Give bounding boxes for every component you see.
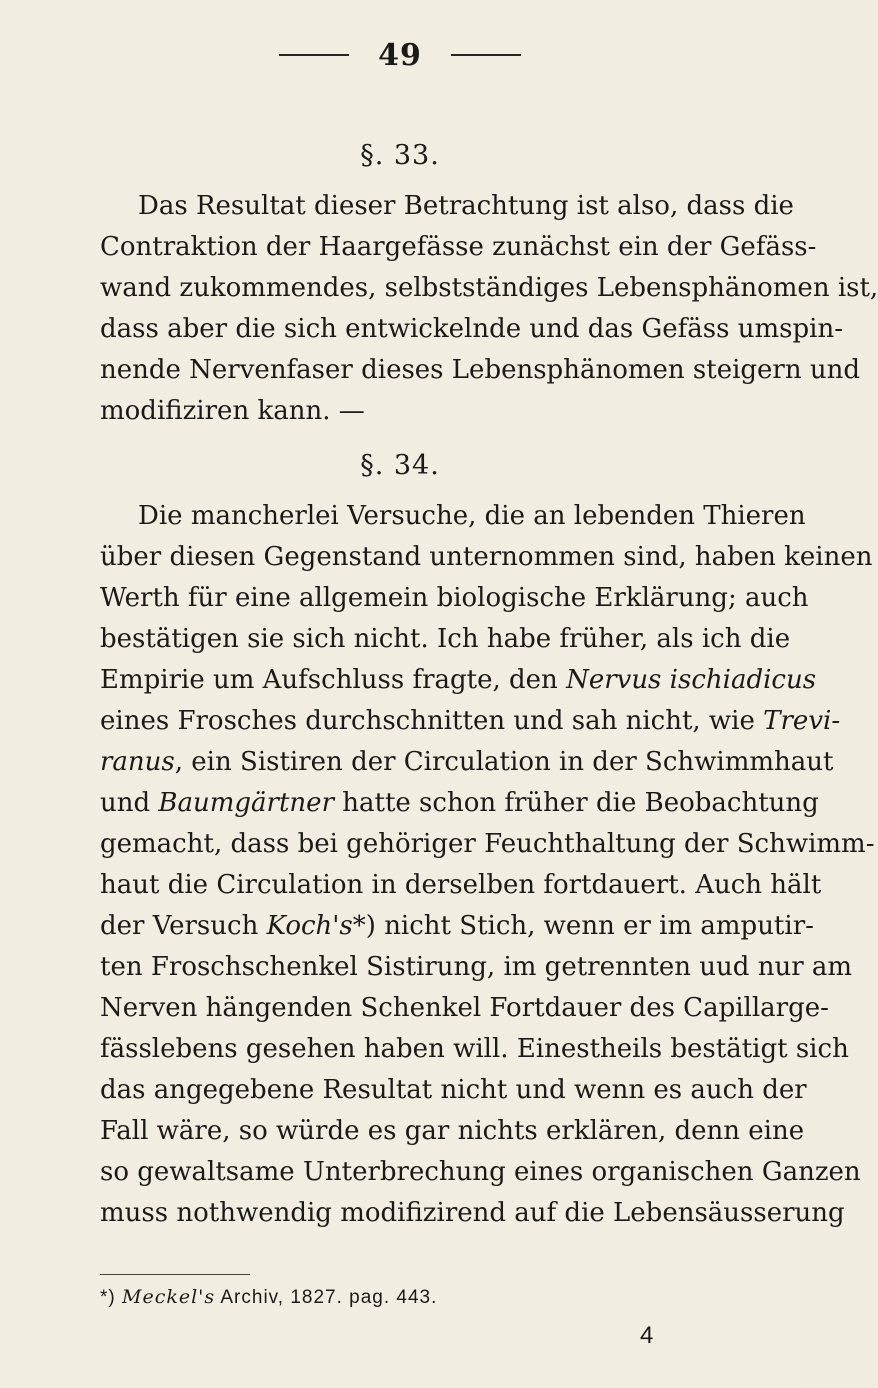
italic-name: ranus: [100, 747, 175, 777]
section-33-heading: §. 33.: [360, 140, 440, 171]
page-number: 49: [378, 37, 422, 73]
text-run: und: [100, 788, 159, 818]
footnote-text: Archiv, 1827. pag. 443.: [215, 1287, 438, 1308]
section-34-paragraph: [100, 496, 875, 1234]
paragraph-line: muss nothwendig modifizirend auf die Lebensäusserung: [100, 1198, 845, 1228]
italic-name: Trevi-: [763, 706, 841, 736]
text-run: der Versuch: [100, 911, 267, 941]
paragraph-line: [100, 783, 819, 824]
paragraph-line: [100, 742, 834, 783]
italic-name: Koch's: [266, 911, 353, 941]
paragraph-line: Nerven hängenden Schenkel Fortdauer des Capillarge-: [100, 993, 829, 1023]
paragraph-line: gemacht, dass bei gehöriger Feuchthaltung der Schwimm-: [100, 829, 875, 859]
footnote-divider: [100, 1274, 250, 1275]
paragraph-line: bestätigen sie sich nicht. Ich habe früher, als ich die: [100, 624, 791, 654]
paragraph-line: nende Nervenfaser dieses Lebensphänomen steigern und: [100, 355, 860, 385]
paragraph-line: dass aber die sich entwickelnde und das Gefäss umspin-: [100, 314, 843, 344]
paragraph-line: Werth für eine allgemein biologische Erklärung; auch: [100, 583, 809, 613]
header-rule-left: [279, 54, 349, 56]
paragraph-line: [100, 701, 841, 742]
italic-term: Nervus ischiadicus: [566, 665, 817, 695]
paragraph-line: Fall wäre, so würde es gar nichts erklären, denn eine: [100, 1116, 805, 1146]
text-run: Empirie um Aufschluss fragte, den: [100, 665, 567, 695]
paragraph-line: [100, 660, 817, 701]
text-run: , ein Sistiren der Circulation in der Schwimmhaut: [174, 747, 834, 777]
paragraph-line: so gewaltsame Unterbrechung eines organischen Ganzen: [100, 1157, 861, 1187]
printer-signature: 4: [640, 1322, 654, 1349]
paragraph-line: wand zukommendes, selbstständiges Lebensphänomen ist,: [100, 273, 878, 303]
paragraph-line: Contraktion der Haargefässe zunächst ein der Gefäss-: [100, 232, 817, 262]
paragraph-line: ten Froschschenkel Sistirung, im getrennten uud nur am: [100, 952, 853, 982]
text-run: eines Frosches durchschnitten und sah nicht, wie: [100, 706, 764, 736]
paragraph-line: [100, 906, 814, 947]
footnote: [100, 1286, 437, 1309]
footnote-author: Meckel's: [122, 1286, 216, 1308]
paragraph-line: das angegebene Resultat nicht und wenn es auch der: [100, 1075, 807, 1105]
italic-name: Baumgärtner: [158, 788, 334, 818]
section-34-heading: §. 34.: [360, 450, 440, 481]
paragraph-line: über diesen Gegenstand unternommen sind, haben keinen: [100, 542, 873, 572]
paragraph-line: Das Resultat dieser Betrachtung ist also, dass die: [138, 191, 794, 221]
footnote-marker: *): [100, 1287, 122, 1308]
header-rule-right: [451, 54, 521, 56]
paragraph-line: fässlebens gesehen haben will. Einestheils bestätigt sich: [100, 1034, 849, 1064]
text-run: hatte schon früher die Beobachtung: [334, 788, 819, 818]
text-run: *) nicht Stich, wenn er im amputir-: [352, 911, 814, 941]
paragraph-line: modifiziren kann. —: [100, 396, 365, 426]
paragraph-line: haut die Circulation in derselben fortdauert. Auch hält: [100, 870, 822, 900]
page-header: [0, 36, 800, 73]
paragraph-line: Die mancherlei Versuche, die an lebenden Thieren: [138, 501, 806, 531]
section-33-paragraph: [100, 186, 878, 432]
